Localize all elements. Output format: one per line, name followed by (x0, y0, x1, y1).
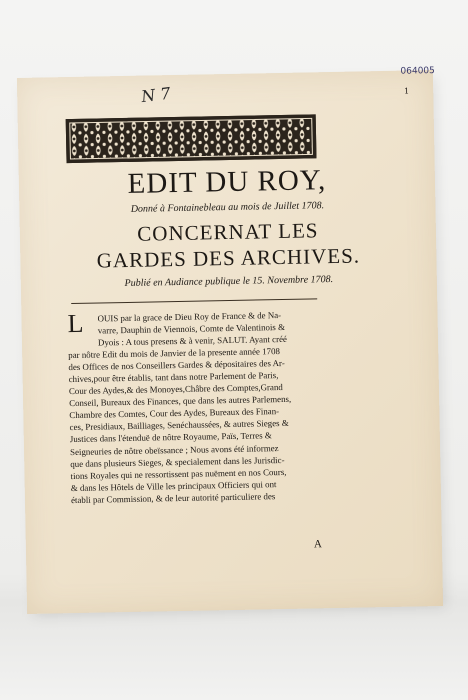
body-line: OUIS par la grace de Dieu Roy de France & de Na- (97, 310, 282, 324)
body-line: Justices dans l'étenduë de nôtre Royaume, Païs, Terres & (69, 430, 272, 445)
subject-line-2: GARDES DES ARCHIVES. (96, 243, 361, 273)
body-line: Cour des Aydes,& des Monoyes,Châbre des Comptes,Grand (68, 382, 283, 397)
body-line: que dans plusieurs Sieges, & specialement dans les Jurisdic- (70, 454, 285, 469)
publication-line: Publié en Audiance publique le 15. Novembre 1708. (124, 274, 334, 290)
edict-title: EDIT DU ROY, (127, 164, 327, 200)
body-line: ces, Presidiaux, Bailliages, Senéchaussées, & autres Sieges & (69, 418, 289, 433)
body-line: établi par Commission, & de leur autorité particuliere des (70, 490, 276, 505)
given-at-line: Donné à Fontainebleau au mois de Juillet 1708. (130, 200, 325, 215)
ornamental-headpiece (66, 114, 317, 163)
catchword: A (313, 538, 323, 551)
subject-line-1: CONCERNAT LES (137, 218, 319, 246)
handwritten-note: N 7 (140, 83, 172, 107)
drop-cap: L (67, 308, 84, 339)
page-number: 1 (404, 86, 410, 96)
body-line: Dyois : A tous presens & à venir, SALUT. Ayant créé (97, 334, 288, 348)
divider-rule (71, 298, 317, 304)
inventory-number: 064005 (400, 66, 435, 77)
document-page (17, 66, 443, 614)
body-line: chives,pour être établis, tant dans notre Parlement de Paris, (68, 370, 279, 385)
body-line: des Offices de nos Conseillers Gardes & dépositaires des Ar- (68, 358, 285, 373)
body-line: par nôtre Edit du mois de Janvier de la presente année 1708 (68, 346, 280, 361)
body-line: varre, Dauphin de Viennois, Comte de Valentinois & (97, 321, 286, 336)
edict-body (67, 307, 371, 505)
body-line: Conseil, Bureaux des Finances, que dans les autres Parlemens, (69, 394, 292, 409)
body-line: Chambre des Comtes, Cour des Aydes, Bureaux des Finan- (69, 406, 280, 421)
body-line: & dans les Hôtels de Ville les principaux Officiers qui ont (70, 478, 277, 493)
body-line: tions Royales qui ne ressortissent pas nuëment en nos Cours, (70, 466, 287, 481)
body-line: Seigneuries de nôtre obeïssance ; Nous avons été informez (69, 442, 279, 457)
